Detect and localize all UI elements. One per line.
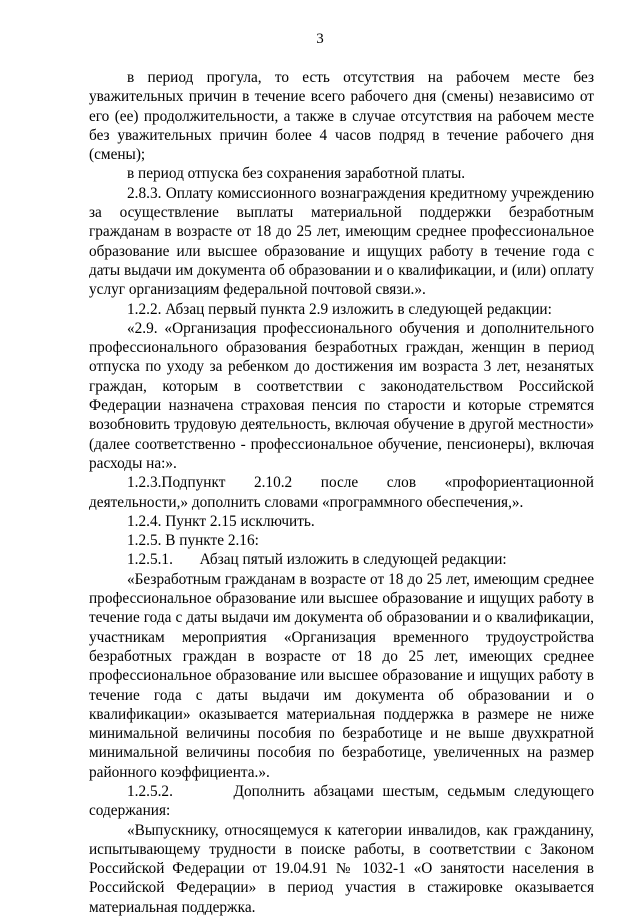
paragraph: «Безработным гражданам в возрасте от 18 до 25 лет, имеющим среднее профессиональное образование или высшее образование и ищущих работу в течение года с даты выдачи им документа об образовании и о квалификации, участникам мероприятия «Организация временного трудоустройства безработных граждан в возрасте от 18 до 25 лет, имеющих среднее профессиональное образование или высшее образование и ищущих работу в течение года с даты выдачи им документа об образовании и о квалификации» оказывается материальная поддержка в размере не ниже минимальной величины пособия по безработице и не выше двухкратной минимальной величины пособия по безработице, увеличенных на размер районного коэффициента.». [89, 570, 594, 781]
paragraph: 1.2.5.1. Абзац пятый изложить в следующей редакции: [127, 551, 507, 569]
document-body [89, 68, 594, 917]
paragraph: 1.2.2. Абзац первый пункта 2.9 изложить в следующей редакции: [127, 300, 552, 318]
paragraph: в период прогула, то есть отсутствия на рабочем месте без уважительных причин в течение всего рабочего дня (смены) независимо от его (ее) продолжительности, а также в случае отсутствия на рабочем месте без уважительных причин более 4 часов подряд в течение рабочего дня (смены); [89, 69, 594, 164]
paragraph: «Выпускнику, относящемуся к категории инвалидов, как гражданину, испытывающему трудности в поиске работы, в соответствии с Законом Российской Федерации от 19.04.91 № 1032-1 «О занятости населения в Российской Федерации» в период участия в стажировке оказывается материальная поддержка. [89, 821, 594, 916]
paragraph: 1.2.3.Подпункт 2.10.2 после слов «профориентационной деятельности,» дополнить словами «программного обеспечения,». [89, 474, 594, 511]
paragraph: «2.9. «Организация профессионального обучения и дополнительного профессионального образования безработных граждан, женщин в период отпуска по уходу за ребенком до достижения им возраста 3 лет, незанятых граждан, которым в соответствии с законодательством Российской Федерации назначена страховая пенсия по старости и которые стремятся возобновить трудовую деятельность, включая обучение в другой местности» (далее соответственно - профессиональное обучение, пенсионеры), включая расходы на:». [89, 319, 594, 472]
page-number: 3 [316, 31, 324, 47]
paragraph: 1.2.4. Пункт 2.15 исключить. [127, 512, 315, 530]
paragraph: 1.2.5. В пункте 2.16: [127, 532, 259, 550]
paragraph: в период отпуска без сохранения заработной платы. [127, 165, 466, 183]
paragraph: 2.8.3. Оплату комиссионного вознаграждения кредитному учреждению за осуществление выплаты материальной поддержки безработным гражданам в возрасте от 18 до 25 лет, имеющим среднее профессиональное образование или высшее образование и ищущих работу в течение года с даты выдачи им документа об образовании и о квалификации, и (или) оплату услуг организациям федеральной почтовой связи.». [89, 184, 594, 299]
paragraph: 1.2.5.2. Дополнить абзацами шестым, седьмым следующего содержания: [89, 782, 594, 820]
